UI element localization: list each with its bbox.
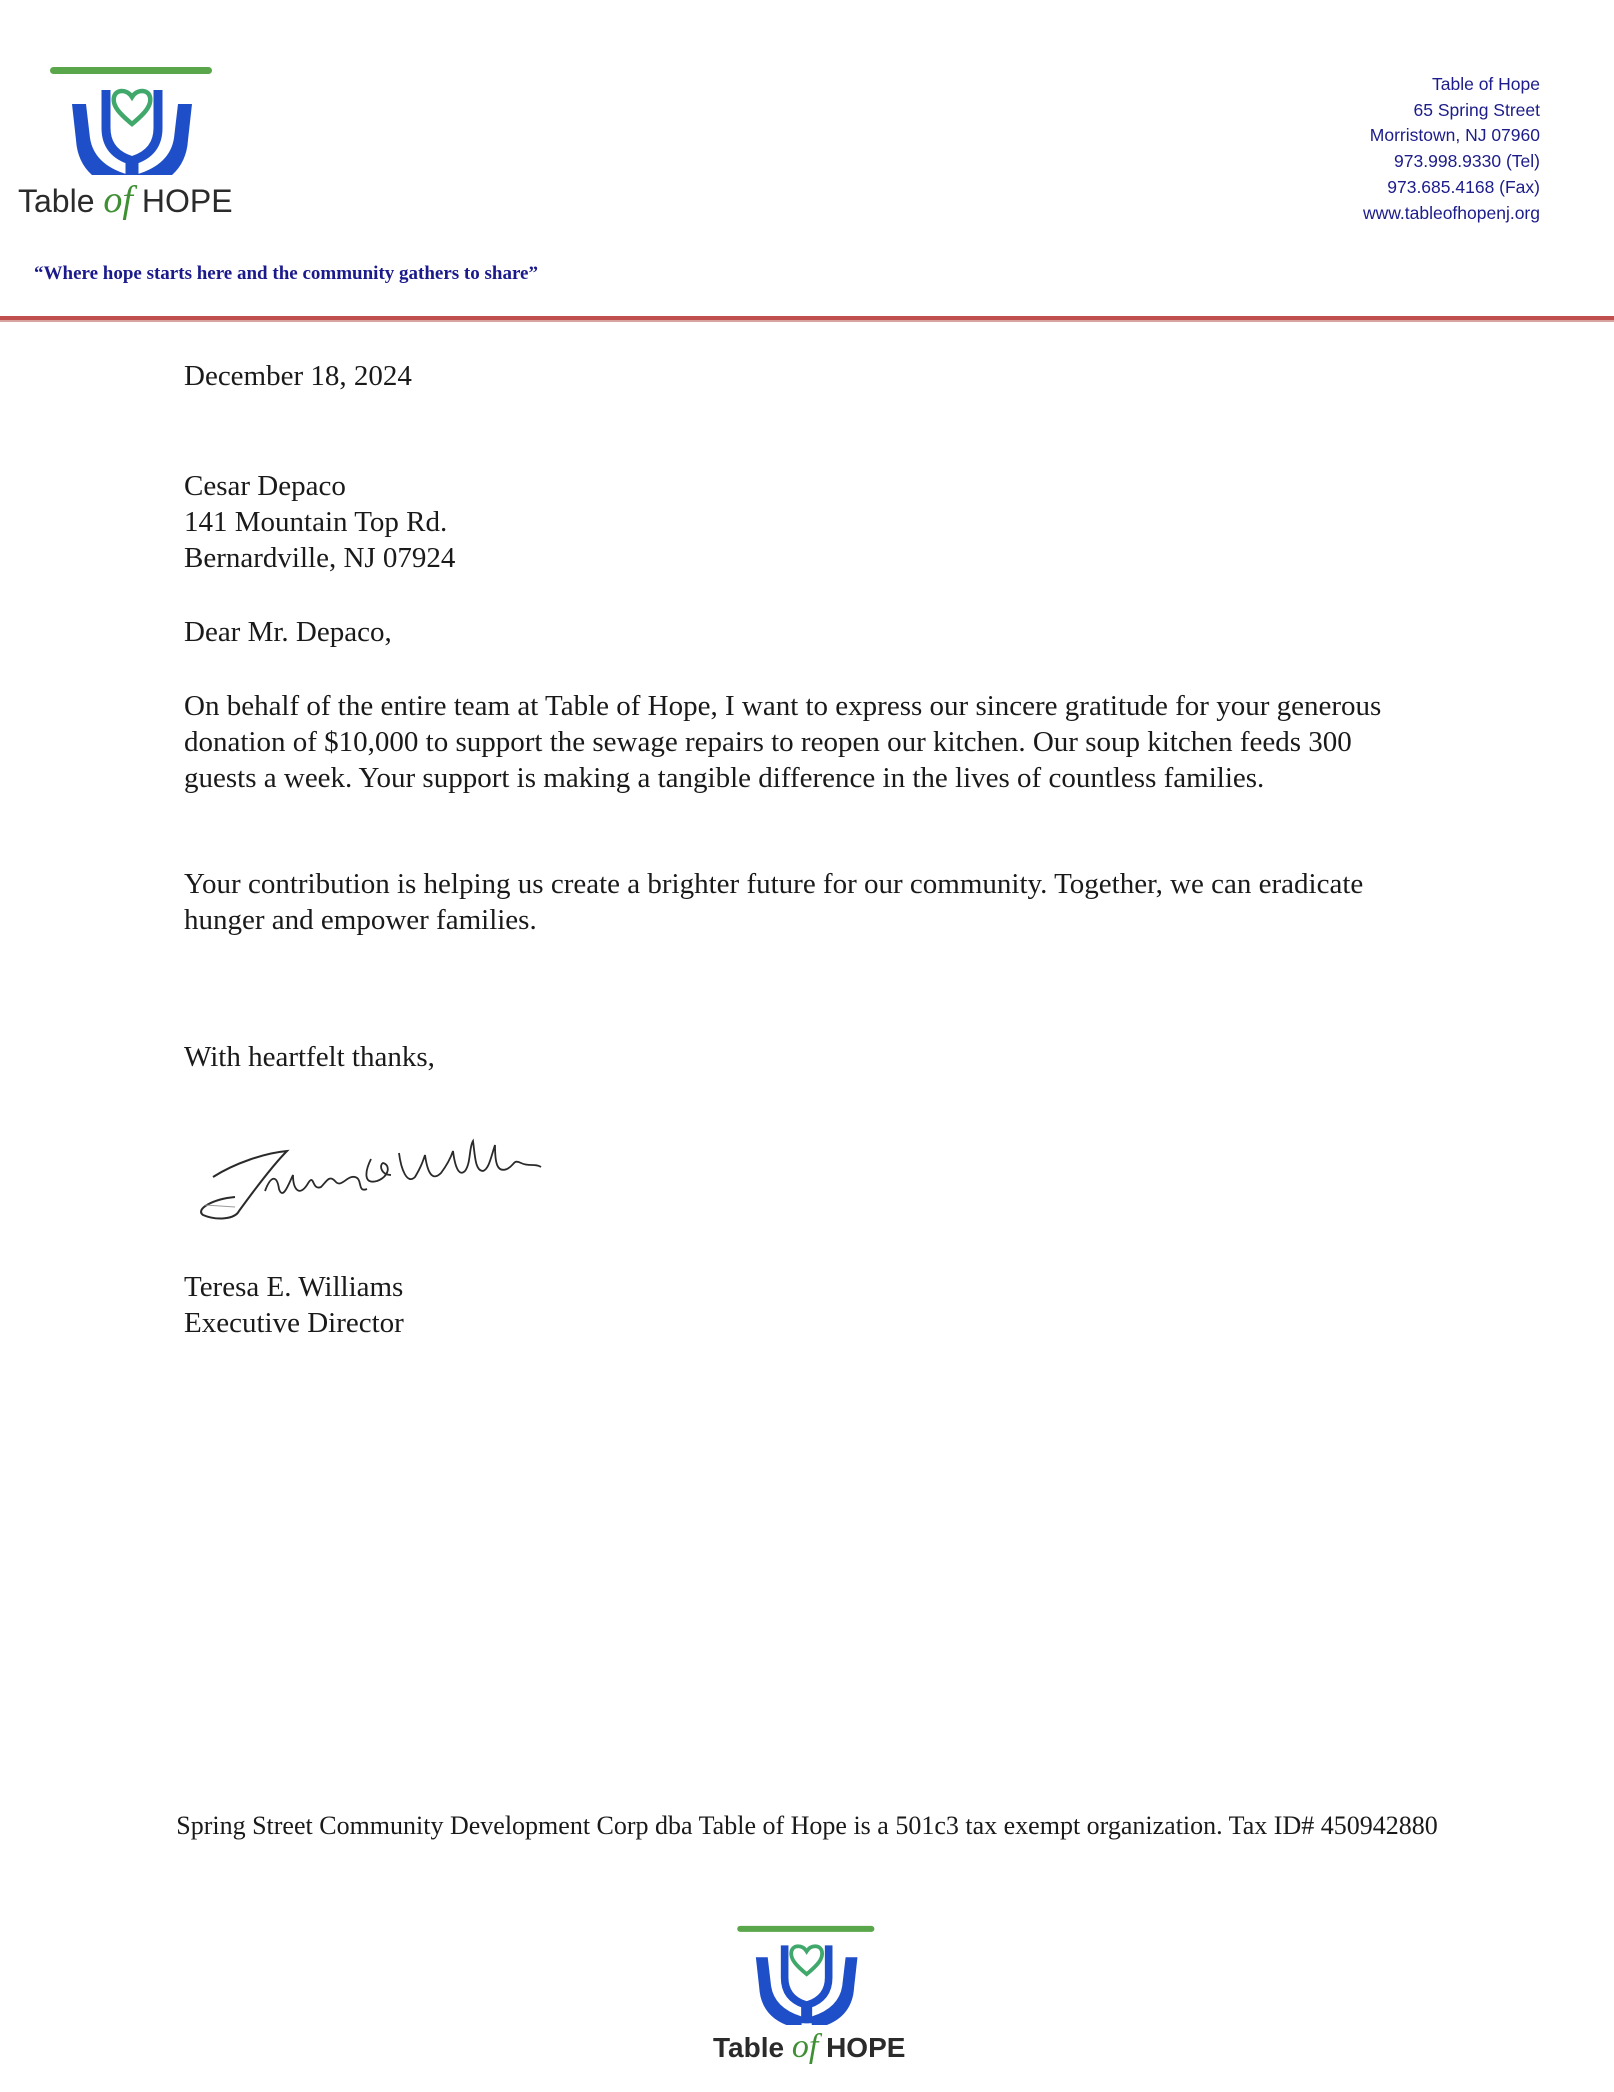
org-website: www.tableofhopenj.org [1362, 202, 1540, 223]
closing: With heartfelt thanks, [184, 1041, 435, 1073]
tagline: “Where hope starts here and the community gathers to share” [34, 263, 538, 284]
org-fax: 973.685.4168 (Fax) [1387, 176, 1540, 197]
recipient-address [184, 468, 455, 576]
hands-heart-icon [18, 60, 248, 175]
logo-wordmark: Table of HOPE [18, 179, 233, 221]
handwritten-signature [195, 1105, 555, 1225]
table-of-hope-logo [18, 60, 248, 230]
org-contact-block [1363, 72, 1540, 226]
hands-heart-icon [710, 1920, 905, 2025]
org-street: 65 Spring Street [1413, 99, 1540, 120]
letter-date: December 18, 2024 [184, 360, 412, 392]
org-city: Morristown, NJ 07960 [1369, 125, 1540, 146]
org-phone: 973.998.9330 (Tel) [1394, 151, 1540, 172]
body-paragraph-1: On behalf of the entire team at Table of Hope, I want to express our sincere gratitude for your generous donation of $10,000 to support the sewage repairs to reopen our kitchen. Our soup kitchen feeds 300 guests a week. Your support is making a tangible difference in the lives of countless families. [184, 690, 1382, 794]
org-name: Table of Hope [1432, 74, 1540, 94]
footer-tax-note: Spring Street Community Development Corp dba Table of Hope is a 501c3 tax exempt organization. Tax ID# 450942880 [176, 1811, 1438, 1840]
signer-title: Executive Director [184, 1307, 404, 1339]
salutation: Dear Mr. Depaco, [184, 616, 392, 648]
recipient-street: 141 Mountain Top Rd. [184, 506, 448, 538]
signer-block [184, 1269, 404, 1341]
footer-logo [710, 1920, 905, 2070]
recipient-city: Bernardville, NJ 07924 [184, 542, 456, 574]
recipient-name: Cesar Depaco [184, 470, 346, 502]
header-divider [0, 316, 1614, 322]
body-paragraph-2: Your contribution is helping us create a brighter future for our community. Together, we can eradicate hunger and empower families. [184, 868, 1364, 936]
logo-wordmark: Table of HOPE [713, 2028, 906, 2065]
signer-name: Teresa E. Williams [184, 1271, 404, 1303]
